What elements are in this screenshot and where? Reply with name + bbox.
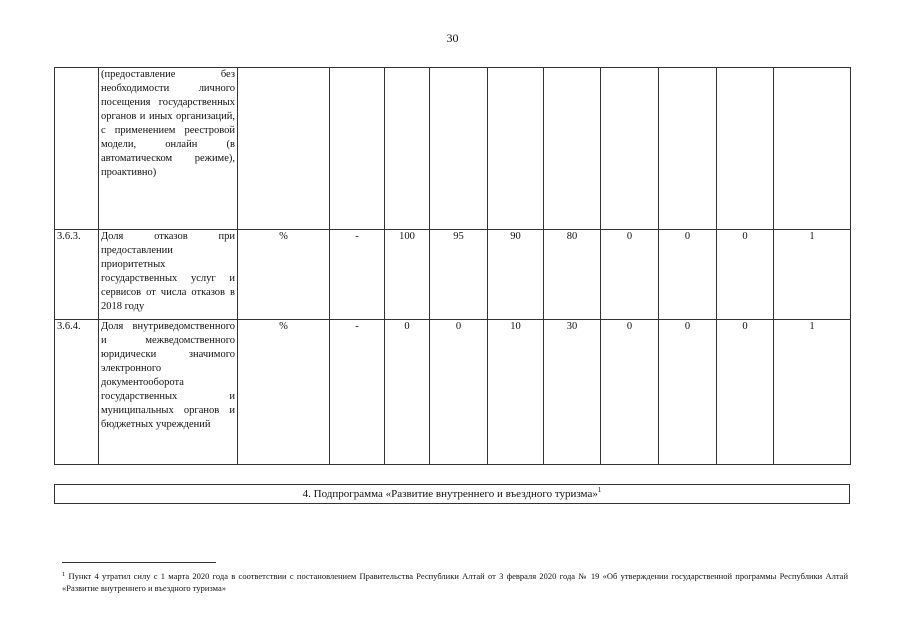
row-number (55, 68, 99, 230)
footnote-text: Пункт 4 утратил силу с 1 марта 2020 года в соответствии с постановлением Правительства Республики Алтай от 3 февраля 2020 года № 19 «Об утверждении государственной программы Республики Алтай «Развитие внутреннего и въездного туризма» (62, 571, 848, 593)
value-cell: 95 (430, 230, 488, 320)
unit-cell (238, 68, 330, 230)
value-cell: 80 (544, 230, 601, 320)
value-cell: 10 (488, 320, 544, 465)
footnote (62, 570, 848, 594)
value-cell: 90 (488, 230, 544, 320)
unit-cell: % (238, 230, 330, 320)
value-cell: 0 (601, 320, 659, 465)
value-cell: 0 (717, 230, 774, 320)
value-cell: 0 (385, 320, 430, 465)
value-cell: 1 (774, 320, 851, 465)
unit-cell: % (238, 320, 330, 465)
table-row (55, 68, 851, 230)
subprogram-heading (54, 484, 850, 504)
value-cell (659, 68, 717, 230)
base-cell: - (330, 320, 385, 465)
value-cell (430, 68, 488, 230)
value-cell: 100 (385, 230, 430, 320)
value-cell: 0 (659, 230, 717, 320)
value-cell: 0 (430, 320, 488, 465)
value-cell: 0 (717, 320, 774, 465)
table-row (55, 230, 851, 320)
value-cell: 30 (544, 320, 601, 465)
row-number: 3.6.3. (55, 230, 99, 320)
value-cell: 0 (601, 230, 659, 320)
value-cell (774, 68, 851, 230)
value-cell (385, 68, 430, 230)
indicator-name: Доля отказов при предоставлении приоритетных государственных услуг и сервисов от числа отказов в 2018 году (99, 230, 238, 320)
page-number: 30 (446, 31, 459, 45)
footnote-reference[interactable]: 1 (597, 486, 602, 494)
footnote-divider (62, 562, 216, 563)
indicators-table (54, 67, 851, 465)
value-cell: 1 (774, 230, 851, 320)
indicator-name: (предоставление без необходимости личного посещения государственных органов и иных организаций, с применением реестровой модели, онлайн (в автоматическом режиме), проактивно) (99, 68, 238, 230)
indicator-name: Доля внутриведомственного и межведомственного юридически значимого электронного документооборота государственных и муниципальных органов и бюджетных учреждений (99, 320, 238, 465)
value-cell (544, 68, 601, 230)
subprogram-title: 4. Подпрограмма «Развитие внутреннего и въездного туризма» (302, 488, 598, 500)
value-cell (717, 68, 774, 230)
value-cell (488, 68, 544, 230)
base-cell (330, 68, 385, 230)
value-cell (601, 68, 659, 230)
table-row (55, 320, 851, 465)
footnote-mark: 1 (62, 571, 66, 578)
value-cell: 0 (659, 320, 717, 465)
row-number: 3.6.4. (55, 320, 99, 465)
base-cell: - (330, 230, 385, 320)
